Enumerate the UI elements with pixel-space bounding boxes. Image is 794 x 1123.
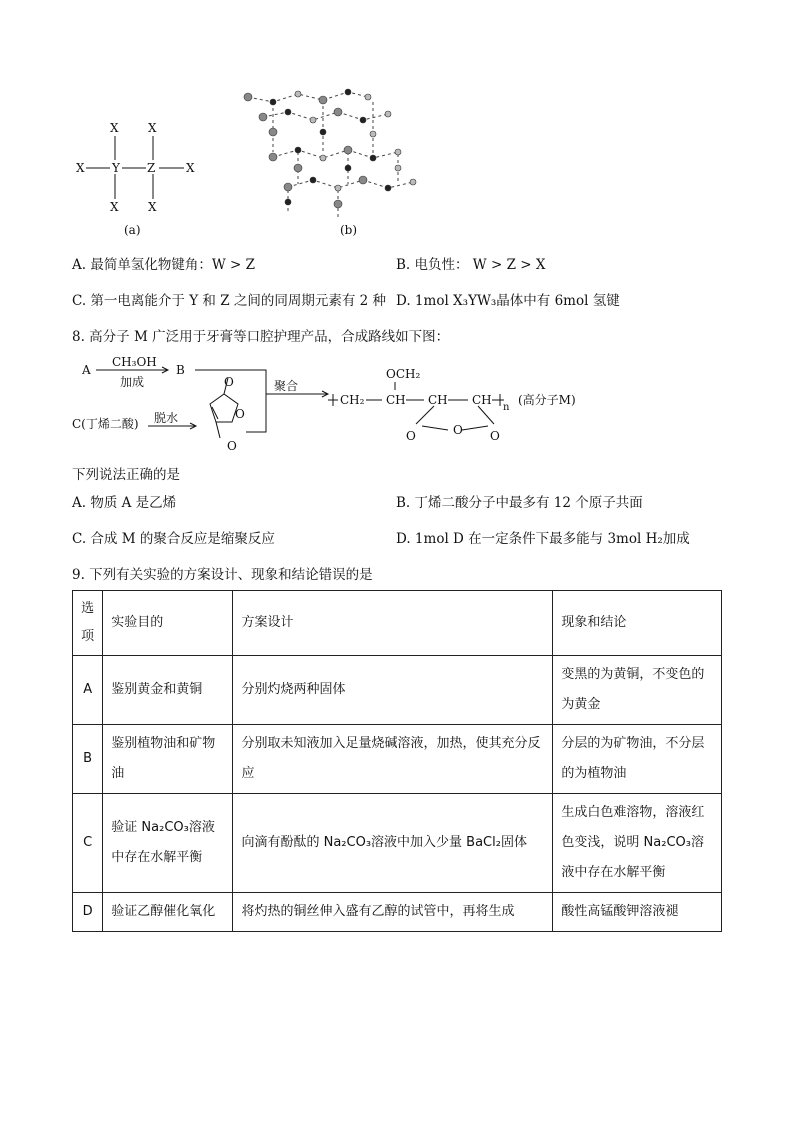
polymer-och2: OCH₂ (386, 367, 421, 381)
row-conclusion: 变黑的为黄铜，不变色的为黄金 (553, 656, 722, 725)
atom-marker (244, 93, 252, 101)
row-design: 将灼热的铜丝伸入盛有乙醇的试管中，再将生成 (233, 893, 553, 932)
reaction-polymerization: 聚合 (274, 379, 299, 393)
reagent-ch3oh: CH₃OH (112, 355, 157, 369)
atom-marker (320, 155, 326, 161)
row-purpose: 鉴别植物油和矿物油 (103, 725, 233, 794)
atom-marker (319, 96, 327, 104)
atom-marker (295, 91, 301, 97)
atom-marker (259, 113, 267, 121)
atom-marker (320, 129, 326, 135)
atom-marker (365, 94, 371, 100)
atom-marker (285, 199, 291, 205)
q7-option-d: D. 1mol X₃YW₃晶体中有 6mol 氢键 (396, 293, 620, 309)
row-purpose: 验证乙醇催化氧化 (103, 893, 233, 932)
atom-marker (270, 99, 276, 105)
table-row (73, 893, 722, 932)
atom-marker (310, 177, 316, 183)
atom-marker (344, 146, 352, 154)
polymer-ch: CH (428, 393, 448, 407)
polymer-name: (高分子M) (518, 393, 576, 407)
atom-marker (269, 153, 277, 161)
header-conclusion: 现象和结论 (553, 591, 722, 656)
anhydride-o-bottom: O (227, 439, 237, 453)
polymer-n: n (503, 402, 510, 413)
row-design: 分别取未知液加入足量烧碱溶液，加热，使其充分反应 (233, 725, 553, 794)
polymer-ch: CH (472, 393, 492, 407)
atom-marker (269, 128, 277, 136)
atom-marker (295, 147, 301, 153)
row-conclusion: 酸性高锰酸钾溶液褪 (553, 893, 722, 932)
table-row (73, 794, 722, 893)
q8-option-b: B. 丁烯二酸分子中最多有 12 个原子共面 (396, 495, 643, 511)
q8-option-a: A. 物质 A 是乙烯 (72, 495, 177, 511)
atom-x: X (110, 121, 119, 135)
atom-marker (395, 165, 401, 171)
row-design: 向滴有酚酞的 Na₂CO₃溶液中加入少量 BaCl₂固体 (233, 794, 553, 893)
row-option: C (73, 794, 103, 893)
row-conclusion: 分层的为矿物油，不分层的为植物油 (553, 725, 722, 794)
header-purpose: 实验目的 (103, 591, 233, 656)
anhydride-o-top: O (224, 375, 234, 389)
atom-marker (385, 185, 391, 191)
polymer-ch: CH (386, 393, 406, 407)
q7-option-c: C. 第一电离能介于 Y 和 Z 之间的同周期元素有 2 种 (72, 293, 387, 309)
atom-marker (285, 109, 291, 115)
atom-marker (410, 179, 416, 185)
atom-x: X (148, 200, 157, 214)
atom-x: X (76, 161, 85, 175)
table-row (73, 656, 722, 725)
row-conclusion: 生成白色难溶物，溶液红色变浅，说明 Na₂CO₃溶液中存在水解平衡 (553, 794, 722, 893)
table-header-row (73, 591, 722, 656)
reaction-dehydration: 脱水 (154, 411, 179, 425)
compound-b: B (176, 363, 185, 377)
header-option: 选项 (73, 591, 103, 656)
atom-marker (335, 185, 341, 191)
atom-x: X (186, 161, 195, 175)
row-option: D (73, 893, 103, 932)
q8-synthesis-scheme (70, 352, 590, 457)
polymer-o-right: O (490, 429, 500, 443)
figure-a-structure (60, 110, 210, 240)
q9-stem: 9. 下列有关实验的方案设计、现象和结论错误的是 (72, 567, 373, 583)
q8-stem: 8. 高分子 M 广泛用于牙膏等口腔护理产品，合成路线如下图： (72, 329, 450, 345)
atom-marker (345, 89, 351, 95)
atom-marker (359, 176, 367, 184)
compound-a: A (82, 363, 91, 377)
atom-marker (370, 155, 376, 161)
atom-marker (370, 131, 376, 137)
compound-c: C(丁烯二酸) (72, 417, 139, 431)
atom-marker (385, 111, 391, 117)
row-purpose: 验证 Na₂CO₃溶液中存在水解平衡 (103, 794, 233, 893)
q8-option-d: D. 1mol D 在一定条件下最多能与 3mol H₂加成 (396, 531, 690, 547)
polymer-o-left: O (406, 429, 416, 443)
row-design: 分别灼烧两种固体 (233, 656, 553, 725)
atom-marker (310, 117, 316, 123)
polymer-ch2: CH₂ (340, 393, 365, 407)
polymer-o-ring: O (453, 423, 463, 437)
figure-b-crystal-network (218, 72, 433, 242)
caption-a: (a) (124, 223, 141, 237)
anhydride-o-ring: O (235, 407, 245, 421)
reaction-addition: 加成 (120, 375, 145, 389)
q7-option-b: B. 电负性： W > Z > X (396, 257, 546, 273)
atom-x: X (110, 200, 119, 214)
table-row (73, 725, 722, 794)
caption-b: (b) (340, 223, 358, 237)
atom-z: Z (147, 161, 156, 175)
atom-marker (294, 164, 302, 172)
row-purpose: 鉴别黄金和黄铜 (103, 656, 233, 725)
atom-marker (345, 165, 351, 171)
atom-y: Y (112, 161, 120, 175)
q9-table (72, 590, 722, 932)
atom-marker (334, 200, 342, 208)
row-option: B (73, 725, 103, 794)
q8-prompt: 下列说法正确的是 (72, 467, 180, 483)
header-design: 方案设计 (233, 591, 553, 656)
q7-option-a: A. 最简单氢化物键角：W > Z (72, 257, 255, 273)
atom-marker (284, 183, 292, 191)
atom-x: X (148, 121, 157, 135)
atom-marker (360, 117, 366, 123)
row-option: A (73, 656, 103, 725)
q8-option-c: C. 合成 M 的聚合反应是缩聚反应 (72, 531, 275, 547)
atom-marker (334, 108, 342, 116)
atom-marker (395, 149, 401, 155)
